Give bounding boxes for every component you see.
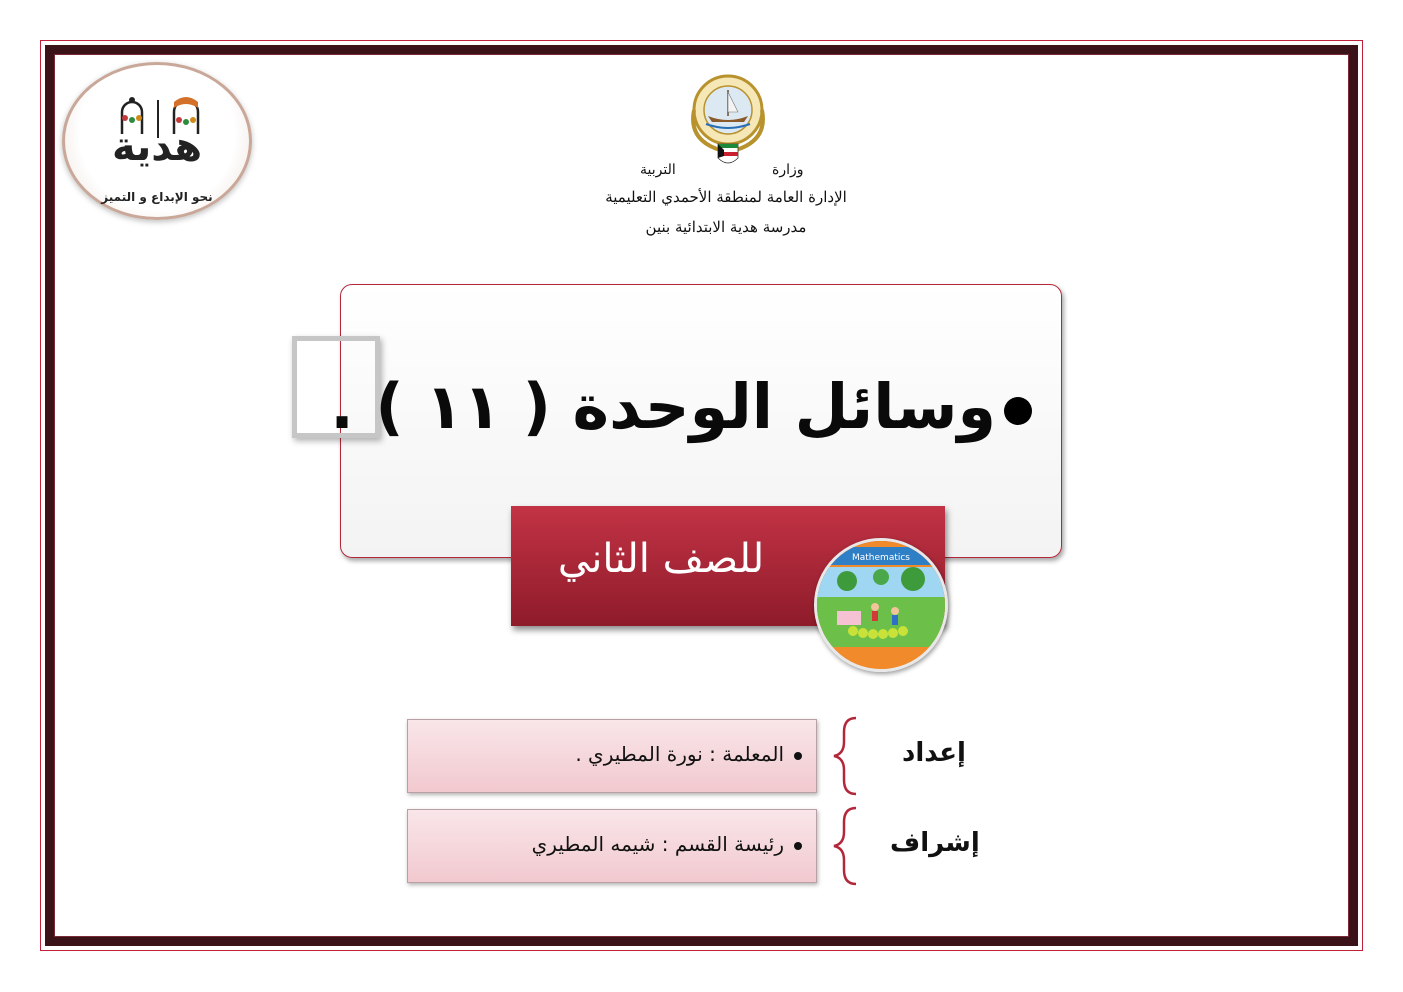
prepared-by-label: إعداد bbox=[902, 738, 966, 768]
bullet-icon bbox=[794, 752, 802, 760]
prepared-by-box bbox=[407, 719, 817, 793]
book-label: Mathematics bbox=[852, 553, 910, 563]
supervised-by-box bbox=[407, 809, 817, 883]
bullet-icon bbox=[794, 842, 802, 850]
ministry-word1: وزارة bbox=[772, 162, 804, 178]
brace-icon bbox=[828, 716, 868, 796]
ministry-word2: التربية bbox=[640, 162, 676, 178]
page-title bbox=[330, 370, 1032, 443]
title-bullet-icon bbox=[1004, 397, 1032, 425]
logo-name: هدية bbox=[111, 124, 203, 170]
supervised-by-text bbox=[532, 832, 802, 856]
book-illustration-icon bbox=[817, 541, 945, 669]
book-cover-image bbox=[814, 538, 948, 672]
logo-slogan: نحو الإبداع و التميز bbox=[101, 190, 213, 204]
title-text: وسائل الوحدة ( ١١ ) . bbox=[330, 370, 996, 443]
school-logo bbox=[62, 62, 252, 220]
prepared-by-text bbox=[575, 742, 802, 766]
supervised-by-value: رئيسة القسم : شيمه المطيري bbox=[531, 832, 784, 856]
grade-text: للصف الثاني bbox=[557, 536, 765, 582]
district-name: الإدارة العامة لمنطقة الأحمدي التعليمية bbox=[605, 188, 847, 206]
school-name: مدرسة هدية الابتدائية بنين bbox=[645, 218, 807, 236]
supervised-by-label: إشراف bbox=[890, 828, 980, 858]
kuwait-emblem-icon bbox=[682, 72, 774, 174]
prepared-by-value: المعلمة : نورة المطيري . bbox=[575, 742, 784, 766]
brace-icon bbox=[828, 806, 868, 886]
